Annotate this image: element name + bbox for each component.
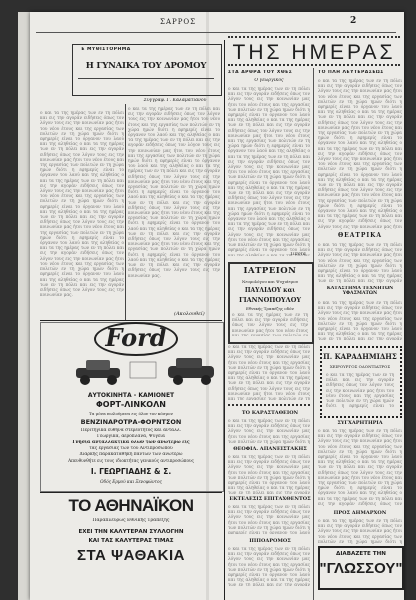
ford-line4: ΒΕΝΖΙΝΑΡΟΤΡΑ-ΦΟΡΝΤΣΟΝ [80,418,182,426]
serial-column-1 [40,110,124,320]
ford-dealer-address: Οδός Ερμού και Ξενοφώντος [100,479,162,484]
serial-bottom-rule [40,320,222,321]
ford-line7: Γνήσια ανταλλακτικά όλων των ανωτέρω εις [72,440,190,445]
athinaikon-line1: ΕΧΕΙ ΤΗΝ ΚΑΛΥΤΕΡΑΝ ΣΥΛΛΟΓΗΝ [78,529,184,535]
theatrika-text [318,242,402,284]
serial-label: Ε ΜΥΘΙΣΤΟΡΗΜΑ [81,47,131,52]
athinaikon-title: ΤΟ ΑΘΗΝΑΪΚΟΝ [68,496,194,515]
ford-line3: Τα μόνα πωλούμενα εις όλον τον κόσμον [88,411,173,416]
iatreion-note: Εθνικής Τραπέζης οδόν [246,306,294,311]
glossou-line2: "ΓΛΩΣΣΟΥ" [319,560,403,577]
ford-line8: τας εργασίας των τού Αντιπροσώπου [89,446,173,451]
iatreion-subtitle: Νευρολόγου και Ψυχιάτρου [241,279,299,284]
ekteleseis-text [228,504,310,534]
karadimidis-title: ΧΕΙΡΟΥΡΓΟΣ ΟΔΟΝΤΙΑΤΡΟΣ [329,364,391,369]
tis-imeras-column-1 [228,86,310,256]
binding-edge [18,12,30,600]
theatrika-heading: ΘΕΑΤΡΙΚΑ [337,232,383,239]
tis-imeras-title: ΤΗΣ ΗΜΕΡΑΣ [232,41,396,64]
ipodromos-text [228,546,310,586]
middle-column-text [228,344,310,400]
serial-byline: Συγγραφ. Γ. Καλαματιανού [143,98,207,103]
apaneistakis-heading: ΘΕΟΦΙΛ. ΑΠΑΝΕΙΣΤΑΚΗΣ [233,446,307,452]
serial-continued: (Ακολουθεί) [174,311,205,317]
signature-tipota: Τίποτα [290,252,306,257]
apaneistakis-text [228,454,310,494]
sygxaritiria-heading: ΣΥΓΧΑΡΗΤΗΡΙΑ [337,420,383,426]
ford-line1: ΑΥΤΟΚΙΝΗΤΑ - ΚΑΜΙΟΝΕΤ [87,392,175,399]
column-divider [125,104,126,320]
karadimidis-name: Π. ΚΑΡΑΔΗΜΙΔΗΣ [323,352,397,361]
poem-heading: ΚΑΤΑΣΤΗΜΑ ΤΕΧΝΗΤΩΝ ΥΦΑΣΜΑΤΩΝ [326,286,394,296]
serial-title: Η ΓΥΝΑΙΚΑ ΤΟΥ ΔΡΟΜΟΥ [85,61,207,71]
column-divider [224,40,225,600]
ford-line6: Γεωργικά, αεροπλάνα, Ψυγεία [97,434,165,439]
tis-imeras-bottom-ornament [228,64,400,69]
karadimidis-text [326,372,394,408]
header-rule [36,32,396,33]
tis-imeras-right-subhead: ΤΟ ΠΛΗ ΛΕΥΤΕΡΑΣΕΩΣ [318,70,384,75]
athinaikon-subtitle: Παραπλεύρως Εθνικής Τραπέζης [92,518,170,523]
sygxaritiria-text [318,428,402,506]
athinaikon-top-rule [40,492,222,493]
ford-line10: Απευθυνθήτε εις τους ιδιοκτήτας γενικούς αντιπροσώπους [68,458,194,463]
iatreion-name-1: ΠΑΥΛΙΔΟΥ και [244,287,296,294]
serial-column-2 [128,106,220,310]
ford-line5: Περιτηγικά εύθηνα στερεότητος και ανταλλ. [80,428,182,433]
pros-dimarhon-heading: ΠΡΟΣ ΔΗΜΑΡΧΟΝ [333,510,387,516]
glossou-line1: ΔΙΑΒΑΖΕΤΕ ΤΗΝ [336,551,386,557]
athinaikon-line2: ΚΑΙ ΤΑΣ ΚΑΛΥΤΕΡΑΣ ΤΙΜΑΣ [88,538,174,544]
tis-imeras-left-subhead: ΣΤΑ ΑΡΘΡΑ ΤΟΥ ΧΘΕΣ [228,70,293,75]
athinaikon-line3: ΣΤΑ ΨΑΘΑΚΙΑ [76,547,186,564]
ford-logo: Ford [94,322,178,356]
paper-name: ΣΑΡΡΟΣ [160,18,197,26]
pros-dimarhon-text [318,518,402,544]
ford-line2: ΦΟΡΤ-ΛΙΝΚΟΛΝ [96,400,166,409]
car-coupe-icon [168,358,214,385]
car-sedan-icon [76,360,120,385]
ford-cars-illustration [72,354,222,390]
ornament-rule [228,404,310,409]
tis-imeras-column-2 [318,78,402,230]
iatreion-name-2: ΓΙΑΝΝΟΠΟΥΛΟΥ [238,296,302,304]
serial-title-rule [78,78,214,79]
poem-text [318,300,402,340]
ekteleseis-heading: ΕΚΤΕΛΕΣΙΣ ΕΠΙΤΑΧΘΕΝΤΟΣ [229,496,311,502]
ford-dealer: Ι. ΓΕΩΡΓΙΑΔΗΣ & Σ. [90,467,172,476]
iatreion-title: ΙΑΤΡΕΙΟΝ [243,266,297,276]
karastatheion-text [228,418,310,444]
ford-line9: Διαρκής παρακαταθήκη πάντων των ανωτέρω [79,452,183,457]
ipodromos-heading: ΙΠΠΟΔΡΟΜΟΣ [249,538,291,544]
iatreion-text [232,312,308,336]
page-number: 2 [350,16,357,26]
ford-badge-icon [130,362,156,378]
tis-imeras-kicker: Ο γεωργικός [254,78,284,83]
karastatheion-heading: ΤΟ ΚΑΡΑΣΤΑΘΕΙΟΝ [241,410,299,416]
